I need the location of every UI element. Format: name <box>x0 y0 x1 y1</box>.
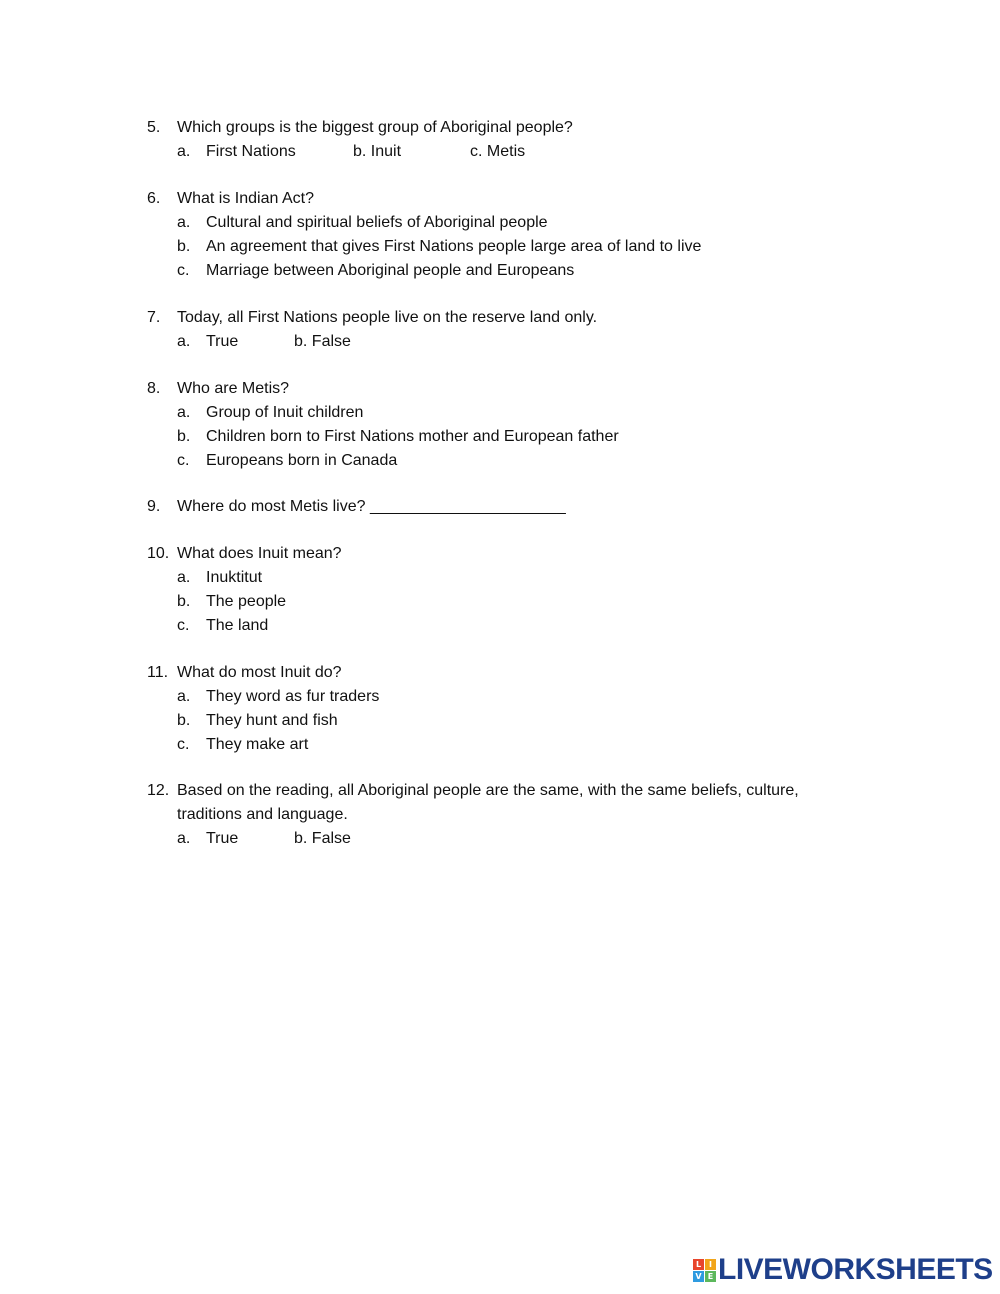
option-text[interactable]: Marriage between Aboriginal people and Europeans <box>206 262 575 279</box>
option-text[interactable]: Cultural and spiritual beliefs of Aboriginal people <box>206 214 548 231</box>
option-true[interactable]: True <box>206 830 239 847</box>
option-letter: c. <box>177 736 190 753</box>
question-number: 5. <box>147 119 161 136</box>
option-letter: b. <box>177 238 191 255</box>
option-text[interactable]: The people <box>206 593 287 610</box>
question-text-with-blank[interactable]: Where do most Metis live? ______________________ <box>177 498 566 515</box>
question-number: 8. <box>147 380 161 397</box>
option-text[interactable]: They hunt and fish <box>206 712 338 729</box>
question-text: What is Indian Act? <box>177 190 314 207</box>
option-false[interactable]: b. False <box>294 830 351 847</box>
question-number: 7. <box>147 309 161 326</box>
option-letter: c. <box>177 452 190 469</box>
question-text: Who are Metis? <box>177 380 290 397</box>
option-false[interactable]: b. False <box>294 333 351 350</box>
option-text[interactable]: An agreement that gives First Nations people large area of land to live <box>206 238 702 255</box>
option-letter: a. <box>177 333 191 350</box>
option-letter: c. <box>177 262 190 279</box>
question-text: What does Inuit mean? <box>177 545 342 562</box>
option-letter: a. <box>177 688 191 705</box>
option-true[interactable]: True <box>206 333 239 350</box>
option-letter: b. <box>177 712 191 729</box>
option-text[interactable]: Children born to First Nations mother and European father <box>206 428 619 445</box>
option-first-nations[interactable]: First Nations <box>206 143 296 160</box>
question-text-continued: traditions and language. <box>177 806 348 823</box>
option-text[interactable]: Group of Inuit children <box>206 404 364 421</box>
option-text[interactable]: They word as fur traders <box>206 688 380 705</box>
option-text[interactable]: The land <box>206 617 269 634</box>
logo-mark-icon <box>693 1259 716 1282</box>
option-letter: c. <box>177 617 190 634</box>
logo-mark-tile: L <box>693 1259 704 1270</box>
question-number: 6. <box>147 190 161 207</box>
option-letter: a. <box>177 404 191 421</box>
question-number: 11. <box>147 664 169 681</box>
question-number: 12. <box>147 782 170 799</box>
question-text: Today, all First Nations people live on the reserve land only. <box>177 309 598 326</box>
logo-text: LIVEWORKSHEETS <box>718 1253 993 1286</box>
option-letter: b. <box>177 428 191 445</box>
option-text[interactable]: They make art <box>206 736 309 753</box>
option-text[interactable]: Europeans born in Canada <box>206 452 398 469</box>
option-letter: b. <box>177 593 191 610</box>
option-metis[interactable]: c. Metis <box>470 143 526 160</box>
question-text: What do most Inuit do? <box>177 664 342 681</box>
option-letter: a. <box>177 143 191 160</box>
option-letter: a. <box>177 569 191 586</box>
question-number: 10. <box>147 545 170 562</box>
logo-mark-tile: E <box>705 1271 716 1282</box>
liveworksheets-logo <box>693 1253 993 1287</box>
question-number: 9. <box>147 498 161 515</box>
option-inuit[interactable]: b. Inuit <box>353 143 402 160</box>
logo-mark-tile: V <box>693 1271 704 1282</box>
question-text: Based on the reading, all Aboriginal people are the same, with the same beliefs, culture, <box>177 782 799 799</box>
option-letter: a. <box>177 214 191 231</box>
question-text: Which groups is the biggest group of Aboriginal people? <box>177 119 573 136</box>
option-text[interactable]: Inuktitut <box>206 569 263 586</box>
logo-mark-tile: I <box>705 1259 716 1270</box>
option-letter: a. <box>177 830 191 847</box>
